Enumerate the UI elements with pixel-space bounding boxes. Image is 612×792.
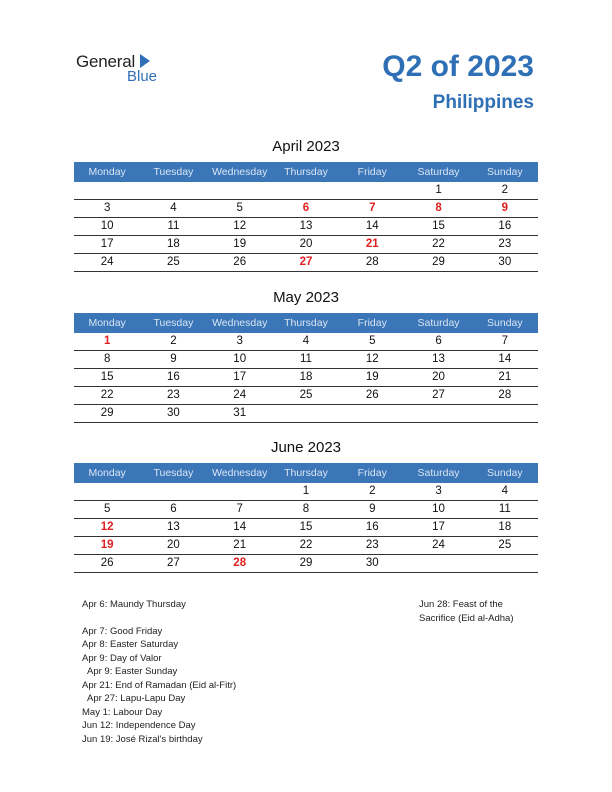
day-cell: 9 (170, 353, 177, 365)
day-cell: 3 (435, 485, 442, 497)
holiday-note: Jun 12: Independence Day (82, 720, 196, 731)
week-rows (74, 333, 538, 423)
empty-day-cell (405, 405, 471, 422)
weekday-header (74, 313, 538, 333)
spacer (82, 612, 236, 625)
day-cell: 13 (299, 220, 313, 232)
day-cell: 24 (432, 539, 445, 551)
holiday-note: Apr 9: Day of Valor (82, 652, 162, 664)
day-cell: 25 (498, 539, 512, 551)
day-cell: 10 (233, 353, 247, 365)
day-cell: 29 (432, 256, 445, 268)
day-cell: 1 (103, 335, 111, 347)
holiday-note: Sacrifice (Eid al-Adha) (419, 612, 514, 624)
day-cell: 28 (498, 389, 512, 401)
day-cell: 8 (302, 503, 310, 515)
weekday-label: Saturday (417, 317, 460, 329)
day-cell: 14 (498, 353, 512, 365)
day-cell: 6 (170, 503, 177, 515)
weekday-label: Sunday (487, 467, 523, 479)
empty-day-cell (472, 555, 538, 572)
weekday-label: Monday (88, 166, 126, 178)
week-rows (74, 182, 538, 272)
day-cell: 22 (299, 539, 313, 551)
day-cell: 26 (365, 389, 379, 401)
weekday-label: Wednesday (212, 467, 268, 479)
week-row (74, 501, 538, 519)
day-cell: 12 (365, 353, 379, 365)
day-cell: 31 (233, 407, 247, 419)
weekday-label: Tuesday (153, 317, 194, 329)
day-cell: 10 (100, 220, 114, 232)
day-cell: 24 (100, 256, 114, 268)
logo-flag-icon (140, 54, 150, 68)
weekday-label: Wednesday (212, 317, 268, 329)
logo-blue-text: Blue (127, 68, 158, 85)
holiday-note: Jun 19: José Rizal's birthday (82, 733, 203, 745)
empty-day-cell (273, 182, 339, 199)
weekday-label: Sunday (487, 166, 523, 178)
day-cell: 17 (432, 521, 445, 533)
day-cell: 14 (233, 521, 247, 533)
day-cell: 21 (365, 238, 379, 250)
day-cell: 15 (299, 521, 313, 533)
weekday-label: Friday (357, 166, 387, 178)
holiday-note: Jun 28: Feast of the (419, 599, 503, 610)
day-cell: 18 (498, 521, 512, 533)
month-calendar-may (74, 289, 538, 423)
day-cell: 23 (167, 389, 180, 401)
weekday-label: Friday (357, 317, 387, 329)
day-cell: 30 (365, 557, 379, 569)
day-cell: 25 (299, 389, 313, 401)
holiday-note: Apr 8: Easter Saturday (82, 639, 179, 650)
day-cell: 16 (365, 521, 379, 533)
week-row (74, 555, 538, 573)
day-cell: 25 (167, 256, 180, 268)
holiday-note: Apr 27: Lapu-Lapu Day (87, 693, 186, 704)
week-row (74, 254, 538, 272)
day-cell: 26 (100, 557, 114, 569)
week-rows (74, 483, 538, 573)
empty-day-cell (140, 483, 206, 500)
holiday-list (82, 598, 236, 746)
week-row (74, 200, 538, 218)
day-cell: 19 (100, 539, 114, 551)
day-cell: 7 (236, 503, 243, 515)
day-cell: 28 (365, 256, 379, 268)
day-cell: 4 (302, 335, 310, 347)
day-cell: 27 (299, 256, 313, 268)
day-cell: 22 (100, 389, 114, 401)
empty-day-cell (140, 182, 206, 199)
day-cell: 15 (100, 371, 114, 383)
weekday-label: Wednesday (212, 166, 268, 178)
week-row (74, 519, 538, 537)
weekday-label: Thursday (284, 317, 328, 329)
country-name: Philippines (432, 92, 534, 113)
empty-day-cell (74, 182, 140, 199)
weekday-header (74, 162, 538, 182)
day-cell: 1 (302, 485, 310, 497)
empty-day-cell (207, 182, 273, 199)
day-cell: 9 (501, 202, 509, 214)
day-cell: 5 (103, 503, 111, 515)
day-cell: 6 (435, 335, 442, 347)
day-cell: 14 (365, 220, 379, 232)
day-cell: 21 (233, 539, 247, 551)
week-row (74, 333, 538, 351)
day-cell: 6 (302, 202, 310, 214)
holiday-note: Apr 6: Maundy Thursday (82, 599, 186, 610)
empty-day-cell (74, 483, 140, 500)
day-cell: 19 (233, 238, 247, 250)
weekday-label: Friday (357, 467, 387, 479)
day-cell: 7 (501, 335, 509, 347)
day-cell: 22 (432, 238, 445, 250)
weekday-label: Monday (88, 467, 126, 479)
day-cell: 17 (233, 371, 247, 383)
day-cell: 18 (299, 371, 313, 383)
empty-day-cell (339, 182, 405, 199)
day-cell: 27 (432, 389, 445, 401)
day-cell: 13 (167, 521, 180, 533)
weekday-label: Saturday (417, 166, 460, 178)
day-cell: 29 (299, 557, 313, 569)
day-cell: 24 (233, 389, 247, 401)
empty-day-cell (207, 483, 273, 500)
day-cell: 11 (300, 353, 312, 365)
day-cell: 12 (233, 220, 247, 232)
day-cell: 10 (432, 503, 445, 515)
weekday-label: Tuesday (153, 467, 194, 479)
day-cell: 2 (170, 335, 177, 347)
week-row (74, 483, 538, 501)
day-cell: 20 (299, 238, 313, 250)
month-title: May 2023 (273, 289, 339, 306)
day-cell: 4 (501, 485, 509, 497)
day-cell: 20 (167, 539, 180, 551)
day-cell: 21 (498, 371, 512, 383)
day-cell: 15 (432, 220, 445, 232)
day-cell: 23 (365, 539, 379, 551)
weekday-label: Monday (88, 317, 126, 329)
month-calendar-april (74, 138, 538, 272)
weekday-label: Sunday (487, 317, 523, 329)
empty-day-cell (339, 405, 405, 422)
day-cell: 23 (498, 238, 512, 250)
day-cell: 5 (236, 202, 243, 214)
weekday-label: Saturday (417, 467, 460, 479)
week-row (74, 369, 538, 387)
day-cell: 28 (233, 557, 247, 569)
day-cell: 29 (100, 407, 114, 419)
day-cell: 30 (167, 407, 180, 419)
week-row (74, 387, 538, 405)
week-row (74, 351, 538, 369)
day-cell: 17 (100, 238, 114, 250)
month-calendar-june (74, 439, 538, 573)
holiday-list-secondary (419, 598, 549, 625)
holiday-note: Apr 7: Good Friday (82, 625, 163, 637)
empty-day-cell (273, 405, 339, 422)
day-cell: 26 (233, 256, 247, 268)
day-cell: 8 (435, 202, 442, 214)
month-title: April 2023 (272, 138, 340, 155)
empty-day-cell (472, 405, 538, 422)
day-cell: 3 (103, 202, 111, 214)
week-row (74, 537, 538, 555)
day-cell: 7 (369, 202, 376, 214)
logo-general-text: General (76, 52, 136, 71)
day-cell: 27 (167, 557, 180, 569)
day-cell: 1 (435, 184, 442, 196)
holiday-note: Apr 9: Easter Sunday (87, 666, 178, 677)
weekday-header (74, 463, 538, 483)
week-row (74, 182, 538, 200)
week-row (74, 236, 538, 254)
holiday-note: May 1: Labour Day (82, 706, 163, 718)
month-title: June 2023 (270, 439, 342, 456)
day-cell: 18 (167, 238, 180, 250)
holiday-note: Apr 21: End of Ramadan (Eid al-Fitr) (82, 679, 237, 691)
empty-day-cell (405, 555, 471, 572)
day-cell: 3 (236, 335, 243, 347)
day-cell: 2 (501, 184, 509, 196)
day-cell: 8 (103, 353, 111, 365)
day-cell: 4 (170, 202, 177, 214)
weekday-label: Thursday (284, 166, 328, 178)
generalblue-logo (76, 52, 176, 88)
weekday-label: Tuesday (153, 166, 194, 178)
week-row (74, 218, 538, 236)
day-cell: 30 (498, 256, 512, 268)
week-row (74, 405, 538, 423)
day-cell: 12 (100, 521, 114, 533)
page-title: Q2 of 2023 (382, 50, 534, 83)
day-cell: 2 (369, 485, 376, 497)
day-cell: 13 (432, 353, 445, 365)
day-cell: 11 (167, 220, 180, 232)
day-cell: 19 (365, 371, 379, 383)
day-cell: 20 (432, 371, 445, 383)
weekday-label: Thursday (284, 467, 328, 479)
day-cell: 5 (369, 335, 376, 347)
day-cell: 11 (498, 503, 511, 515)
day-cell: 9 (369, 503, 376, 515)
day-cell: 16 (498, 220, 512, 232)
day-cell: 16 (167, 371, 180, 383)
